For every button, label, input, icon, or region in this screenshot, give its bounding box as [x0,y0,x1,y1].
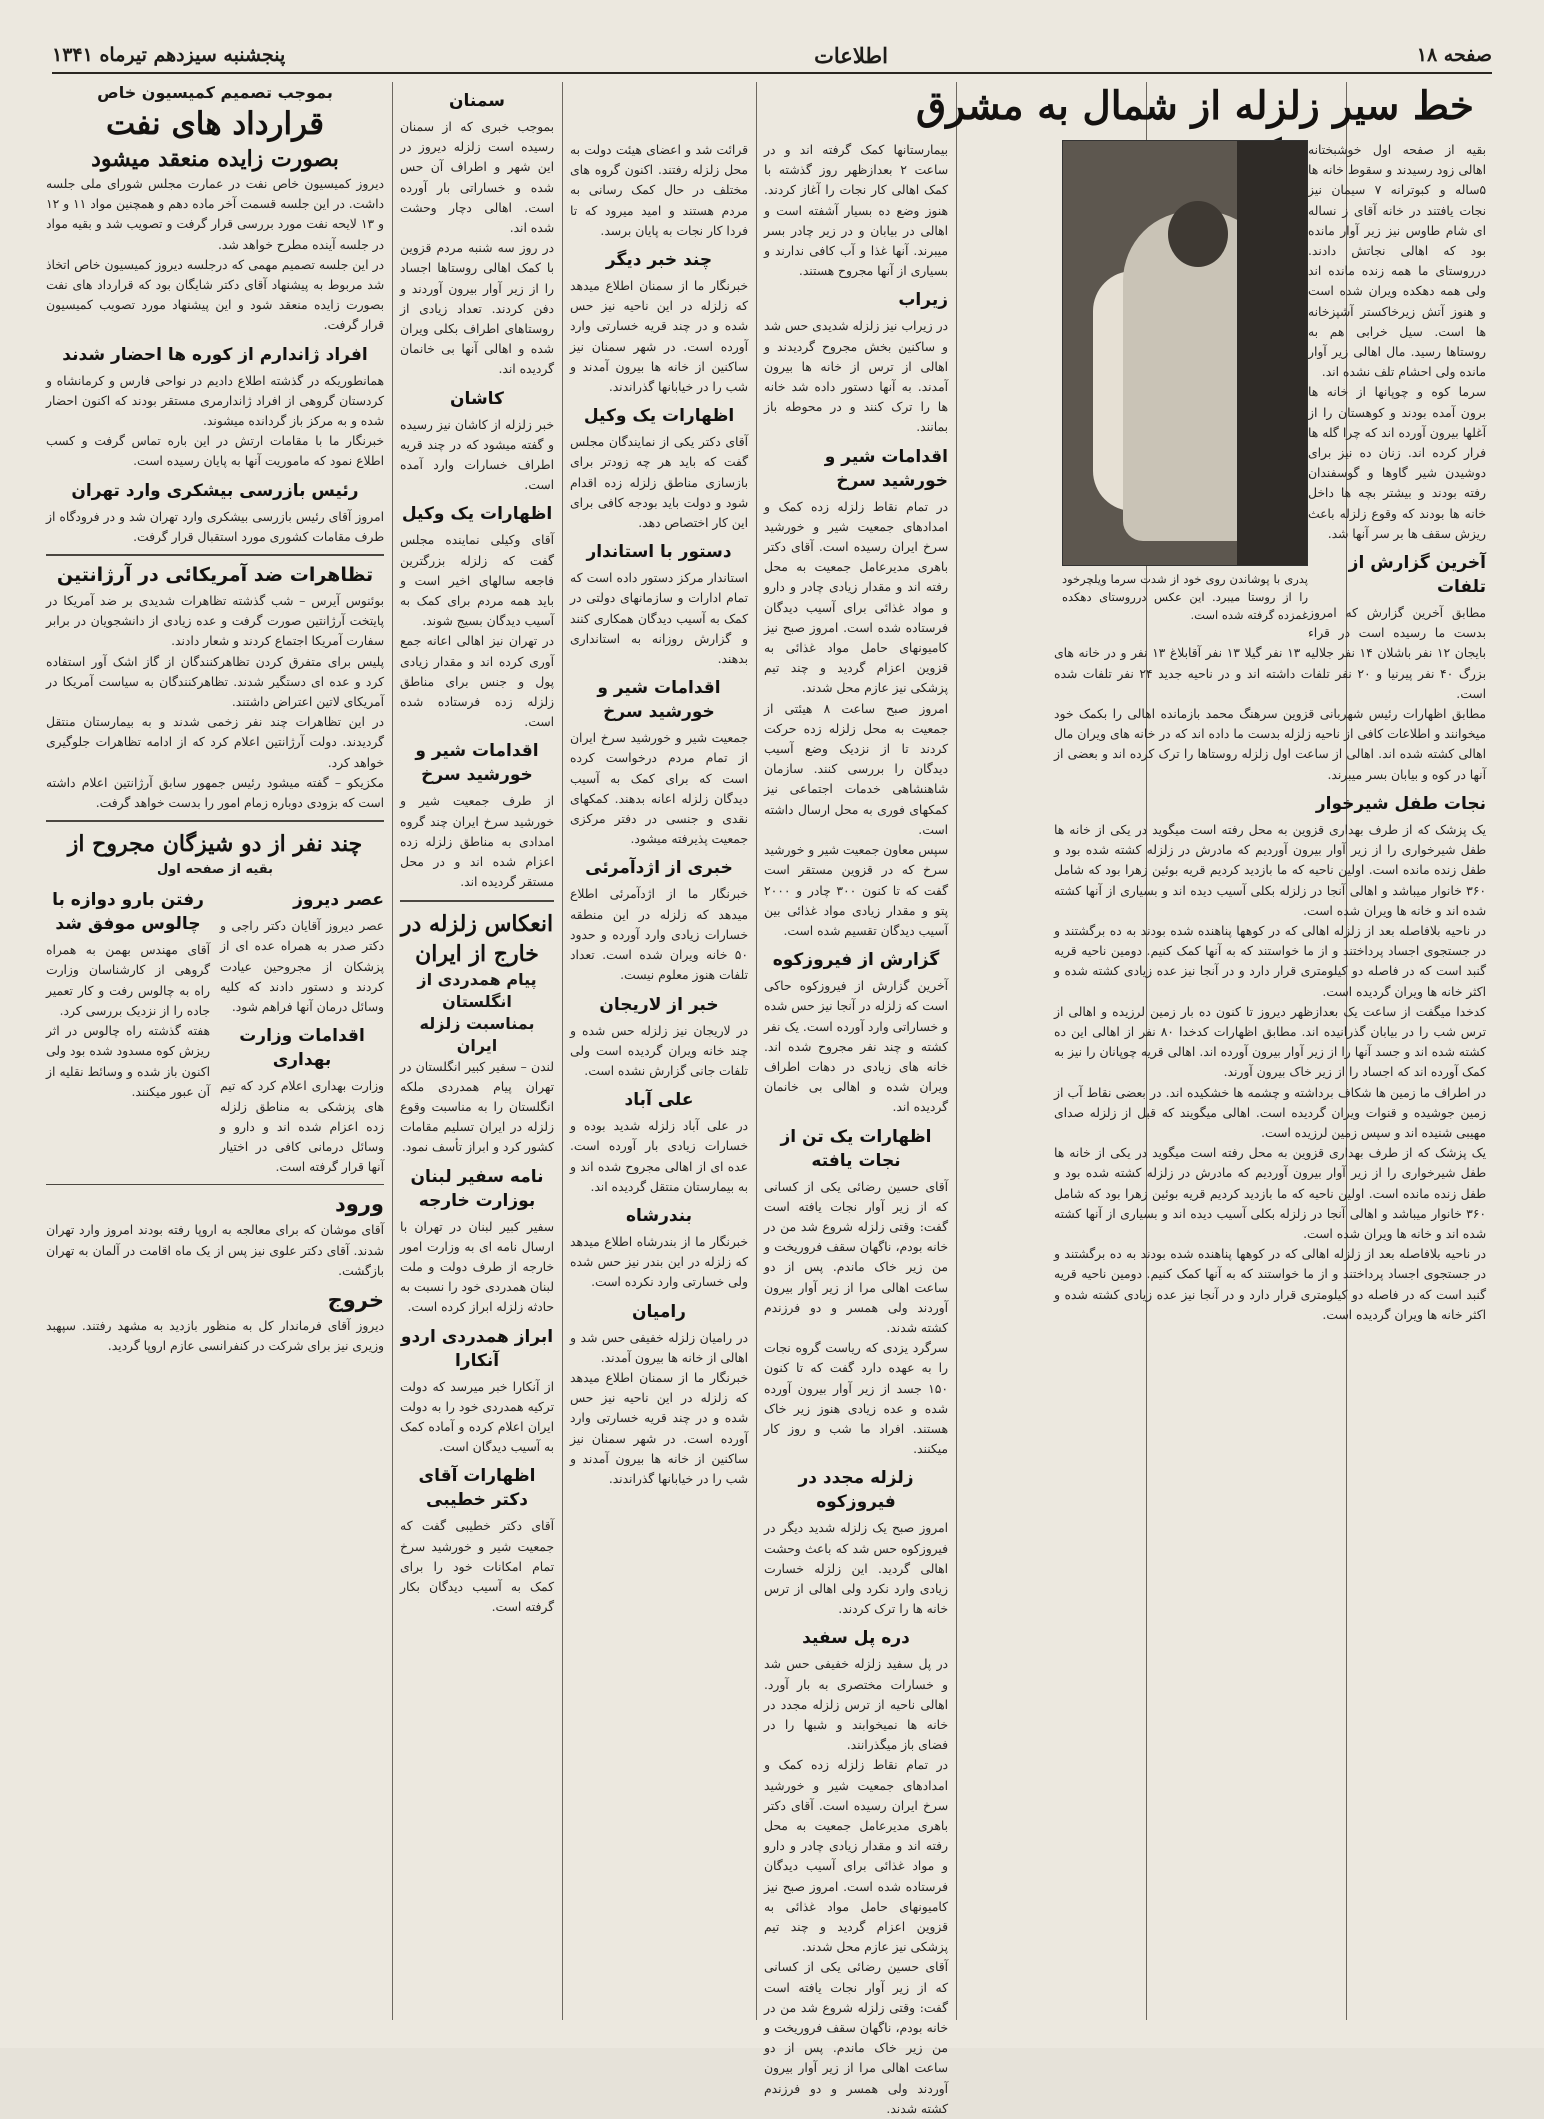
article-paragraph: بیمارستانها کمک گرفته اند و در ساعت ۲ بعدازظهر روز گذشته با کمک اهالی کار نجات را آغاز کردند. هنوز وضع ده بسیار آشفته است و اهالی در بیابان و در زیر چادر بسر میبرند. آنها غذا و آب کافی ندارند و بسیاری از آنها مجروح هستند. [764,143,948,279]
main-headline: خط سیر زلزله از شمال به مشرق [916,83,1474,129]
subheading: عصر دیروز [293,890,384,911]
subheading: خبری از اژدآمرئی [585,858,733,879]
article-paragraph: یک پزشک که از طرف بهداری قزوین به محل رفته است میگوید در یکی از خانه ها طفل شیرخواری را از زیر آوار بیرون آوردیم که مادرش در زلزله کشته شده بود و طفل زنده مانده است. اولین ناحیه که ما بازدید کردیم قریه بوئین زهرا بود که شامل ۳۶۰ خانوار میباشد و اهالی آنجا در زلزله بکلی آسیب دیده اند و بسیاری از آنها کشته شده اند و خانه ها ویران شده است. [1054,1146,1486,1241]
article-paragraph: خبرنگار ما از سمنان اطلاع میدهد که زلزله در این ناحیه نیز حس شده و در چند قریه خسارتی وارد آورده است. در شهر سمنان نیز ساکنین از خانه ها بیرون آمدند و شب را در خیابانها گذراندند. [570,1370,748,1486]
article-paragraph: استاندار مرکز دستور داده است که تمام ادارات و سازمانهای دولتی در کمک به آسیب دیدگان همکاری کنند و گزارش روزانه به استانداری بدهند. [570,571,748,667]
section-rule [46,1184,384,1185]
section-rule [46,820,384,822]
article-paragraph: در ناحیه بلافاصله بعد از زلزله اهالی که در کوهها پناهنده شده بودند به ده برگشتند و در جستجوی اجساد پرداختند و از ما خواستند که به آنها کمک کنیم. دومین ناحیه قریه گنبد است که در فاصله دو کیلومتری قرار دارد و در آنجا نیز عده زیادی کشته شده و اکثر خانه ها ویران گردیده است. [1054,1247,1486,1322]
article-paragraph: در زیراب نیز زلزله شدیدی حس شد و ساکنین بخش مجروح گردیدند و اهالی از ترس از خانه ها بیرون آمدند. به آنها دستور داده شد خانه ها را ترک کنند و در محوطه باز بمانند. [764,319,948,435]
section-rule [400,900,554,902]
subheading: خبر از لاریجان [599,994,719,1015]
article-paragraph: در ناحیه بلافاصله بعد از زلزله اهالی که در کوهها پناهنده شده بودند به ده برگشتند و در جستجوی اجساد پرداختند و از ما خواستند که به آنها کمک کنیم. دومین ناحیه قریه گنبد است که در فاصله دو کیلومتری قرار دارد و در آنجا نیز عده زیادی کشته شده و اکثر خانه ها ویران گردیده است. [1054,923,1486,999]
article-paragraph: آخرین گزارش از فیروزکوه حاکی است که زلزله در آنجا نیز حس شده و خساراتی وارد آورده است. یک نفر کشته و چند نفر مجروح شده اند. خانه های زیادی در دهات اطراف ویران شده و اهالی بی خانمان گردیده اند. [764,979,948,1115]
article-paragraph: امروز آقای رئیس بازرسی بیشکری وارد تهران شد و در فرودگاه از طرف مقامات کشوری مورد استقبال قرار گرفت. [46,509,384,544]
section-kicker: بمناسبت زلزله ایران [419,1013,535,1055]
subheading: ورود [335,1192,384,1217]
article-paragraph: بوئنوس آیرس – شب گذشته تظاهرات شدیدی بر ضد آمریکا در پایتخت آرژانتین صورت گرفت و عده زیادی از دانشجویان در برابر سفارت آمریکا اجتماع کردند و شعار دادند. [46,594,384,649]
subheading: اظهارات یک وکیل [583,406,735,427]
article-paragraph: دیروز آقای فرماندار کل به منظور بازدید به مشهد رفتند. سپهبد وزیری نیز برای شرکت در کنفرانسی عازم اروپا گردید. [46,1318,384,1354]
column-rule [392,82,393,2020]
two-column-block [46,881,384,1177]
subheading: تظاهرات ضد آمریکائی در آرژانتین [56,564,374,587]
subheading: افراد ژاندارم از کوره ها احضار شدند [62,344,368,365]
column-4 [394,82,560,2020]
folio-paper-name: اطلاعات [814,42,888,68]
subheading: دستور با استاندار [586,542,732,563]
article-paragraph: وزارت بهداری اعلام کرد که تیم های پزشکی به مناطق زلزله زده اعزام شده اند و دارو و وسائل درمانی کافی در اختیار آنها قرار گرفته است. [220,1079,384,1175]
subcolumn [220,881,384,1177]
subheading: ابراز همدردی اردو آنکارا [400,1326,554,1371]
article-paragraph: خبرنگار ما با مقامات ارتش در این باره تماس گرفت و کسب اطلاع نمود که ماموریت آنها به پایان رسیده است. [46,434,384,469]
main-headline-block [898,82,1492,136]
section-kicker: بقیه از صفحه اول [157,862,273,878]
article-paragraph: همانطوریکه در گذشته اطلاع دادیم در نواحی فارس و کرمانشاه و کردستان گروهی از افراد ژاندارمری مستقر بودند که اکنون احضار شده و به مرکز باز گردانده میشوند. [46,373,384,429]
section-subheadline: بصورت زایده منعقد میشود [91,146,339,172]
section-kicker: بموجب تصمیم کمیسیون خاص [97,83,333,102]
article-paragraph: در این تظاهرات چند نفر زخمی شدند و به بیمارستان منتقل گردیدند. دولت آرژانتین اعلام کرد که از ادامه تظاهرات جلوگیری خواهد کرد. [46,715,384,770]
article-paragraph: در تمام نقاط زلزله زده کمک و امدادهای جمعیت شیر و خورشید سرخ ایران رسیده است. آقای دکتر باهری مدیرعامل جمعیت به محل رفته اند و مقدار زیادی چادر و دارو و مواد غذائی برای آسیب دیدگان فرستاده شده است. امروز صبح نیز کامیونهای حامل مواد غذائی به قزوین اعزام گردید و چند تیم پزشکی نیز عازم محل شدند. [764,1758,948,1955]
subheading: اقدامات شیر و خورشید سرخ [597,678,721,723]
subheading: زلزله مجدد در فیروزکوه [798,1468,914,1513]
section-kicker: پیام همدردی از انگلستان [417,969,537,1011]
article-paragraph: هفته گذشته راه چالوس در اثر ریزش کوه مسدود شده بود ولی اکنون باز شده و وسائط نقلیه از آن عبور میکنند. [46,1024,210,1099]
article-paragraph: در تمام نقاط زلزله زده کمک و امدادهای جمعیت شیر و خورشید سرخ ایران رسیده است. آقای دکتر باهری مدیرعامل جمعیت به محل رفته اند و مقدار زیادی چادر و دارو و مواد غذائی برای آسیب دیدگان فرستاده شده است. امروز صبح نیز کامیونهای حامل مواد غذائی به قزوین اعزام گردید و چند تیم پزشکی نیز عازم محل شدند. [764,499,948,696]
subheading: اظهارات یک وکیل [401,504,553,525]
subheading: علی آباد [624,1090,694,1111]
subheading: کاشان [450,388,504,409]
subheading: زیراب [898,290,948,311]
column-6 [40,82,390,2020]
subheading: خروج [327,1287,384,1312]
subheading: اقدامات شیر و خورشید سرخ [824,446,948,491]
news-photo [1062,140,1308,566]
article-paragraph: در لاریجان نیز زلزله حس شده و چند خانه ویران گردیده است ولی تلفات جانی گزارش نشده است. [570,1023,748,1078]
subheading: اقدامات وزارت بهداری [239,1026,365,1071]
folio-date: پنجشنبه سیزدهم تیرماه ۱۳۴۱ [52,44,286,66]
article-paragraph: آقای حسین رضائی یکی از کسانی که از زیر آوار نجات یافته است گفت: وقتی زلزله شروع شد من در خانه بودم، ناگهان سقف فروریخت و من زیر خاک ماندم. پس از دو ساعت اهالی مرا از زیر آوار بیرون آوردند ولی همسر و دو فرزندم کشته شدند. [764,1179,948,1335]
subheading: آخرین گزارش از تلفات [1348,553,1486,598]
article-paragraph: بموجب خبری که از سمنان رسیده است زلزله دیروز در این شهر و اطراف آن حس شده و خساراتی بار آورده است. اهالی دچار وحشت شده اند. [400,120,554,236]
subheading: اظهارات آقای دکتر خطیبی [418,1466,536,1511]
article-paragraph: آقای حسین رضائی یکی از کسانی که از زیر آوار نجات یافته است گفت: وقتی زلزله شروع شد من در خانه بودم، ناگهان سقف فروریخت و من زیر خاک ماندم. پس از دو ساعت اهالی مرا از زیر آوار بیرون آوردند ولی همسر و دو فرزندم کشته شدند. [764,1960,948,2116]
article-paragraph: لندن – سفیر کبیر انگلستان در تهران پیام همدردی ملکه انگلستان را به مناسبت وقوع زلزله در ایران تسلیم مقامات کشور کرد و ابراز تأسف نمود. [400,1059,554,1155]
article-paragraph: از طرف جمعیت شیر و خورشید سرخ ایران چند گروه امدادی به مناطق زلزله زده اعزام شده اند و در محل مستقر گردیده اند. [400,794,554,890]
subheading: نجات طفل شیرخوار [1315,793,1486,814]
article-paragraph: یک پزشک که از طرف بهداری قزوین به محل رفته است میگوید در یکی از خانه ها طفل شیرخواری را از زیر آوار بیرون آوردیم که مادرش در زلزله کشته شده بود و طفل زنده مانده است. اولین ناحیه که ما بازدید کردیم قریه بوئین زهرا بود که شامل ۳۶۰ خانوار میباشد و اهالی آنجا در زلزله بکلی آسیب دیده اند و بسیاری از آنها کشته شده اند و خانه ها ویران شده است. [1054,822,1486,918]
column-rule [956,82,957,2020]
article-paragraph: در علی آباد زلزله شدید بوده و خسارات زیادی بار آورده است. عده ای از اهالی مجروح شده اند و به بیمارستان منتقل گردیده اند. [570,1119,748,1194]
article-paragraph: امروز صبح یک زلزله شدید دیگر در فیروزکوه حس شد که باعث وحشت اهالی گردید. این زلزله خسارت زیادی وارد نکرد ولی اهالی از ترس خانه ها را ترک کردند. [764,1521,948,1617]
article-paragraph: در اطراف ما زمین ها شکاف برداشته و چشمه ها خشکیده اند. در بعضی نقاط آب از زمین جوشیده و قنوات ویران گردیده است. اهالی میگویند که قبل از زلزله صدای مهیبی شنیده اند و سپس زمین لرزیده است. [1054,1085,1486,1140]
subheading: اظهارات یک تن از نجات یافته [780,1126,932,1171]
subheading: چند خبر دیگر [605,250,713,271]
article-paragraph: سفیر کبیر لبنان در تهران با ارسال نامه ای به وزارت امور خارجه از طرف دولت و ملت لبنان همدردی خود را نسبت به حادثه زلزله ابراز کرده است. [400,1219,554,1315]
photo-block [1062,140,1308,624]
article-paragraph: آقای دکتر یکی از نمایندگان مجلس گفت که باید هر چه زودتر برای بازسازی مناطق زلزله زده اقدام شود و دولت باید بودجه کافی برای این کار اختصاص دهد. [570,435,748,531]
article-paragraph: امروز صبح ساعت ۸ هیئتی از جمعیت به محل زلزله زده حرکت کردند تا از نزدیک وضع آسیب دیدگان را بررسی کنند. سازمان شاهنشاهی خدمات اجتماعی نیز کمکهای فوری به محل ارسال داشته است. [764,701,948,837]
article-paragraph: خبرنگار ما از سمنان اطلاع میدهد که زلزله در این ناحیه نیز حس شده و در چند قریه خسارتی وارد آورده است. در شهر سمنان نیز ساکنین از خانه ها بیرون آمدند و شب را در خیابانها گذراندند. [570,279,748,395]
article-paragraph: مکزیکو – گفته میشود رئیس جمهور سابق آرژانتین اعلام داشته است که بزودی دوباره زمام امور را بدست خواهد گرفت. [46,775,384,811]
subheading: رامیان [632,1301,686,1322]
subheading: سمنان [449,91,505,111]
article-paragraph: خبرنگار ما از اژدآمرئی اطلاع میدهد که زلزله در این منطقه خسارات زیادی وارد آورده و حدود ۵۰ خانه ویران شده است. تعداد تلفات هنوز معلوم نیست. [570,887,748,983]
subheading: بندرشاه [625,1205,693,1226]
section-headline: انعکاس زلزله در خارج از ایران [400,910,554,967]
subheading: رفتن بارو دوازه با چالوس موفق شد [52,890,204,935]
subheading: نامه سفیر لبنان بوزارت خارجه [410,1166,544,1211]
article-paragraph: عصر دیروز آقایان دکتر راجی و دکتر صدر به همراه عده ای از پزشکان از مجروحین عیادت کردند و دستور دادند که کلیه وسائل درمان آنها فراهم شود. [220,919,384,1015]
article-paragraph: آقای مهندس بهمن به همراه گروهی از کارشناسان وزارت راه به چالوس رفت و کار تعمیر جاده را از نزدیک بررسی کرد. [46,943,210,1018]
article-paragraph: آقای دکتر خطیبی گفت که جمعیت شیر و خورشید سرخ تمام امکانات خود را برای کمک به آسیب دیدگان بکار گرفته است. [400,1519,554,1615]
column-1 [1048,140,1492,2020]
section-headline: چند نفر از دو شیزگان مجروح از [67,831,363,858]
subheading: رئیس بازرسی بیشکری وارد تهران [71,480,359,501]
folio-line [52,38,1492,74]
column-3 [564,140,754,2020]
article-paragraph: در رامیان زلزله خفیفی حس شد و اهالی از خانه ها بیرون آمدند. [570,1330,748,1365]
article-paragraph: در این جلسه تصمیم مهمی که درجلسه دیروز کمیسیون خاص اتخاذ شد مربوط به پیشنهاد آقای دکتر شایگان بود که قرارداد های نفت بصورت زایده منعقد شود و این پیشنهاد مورد تصویب کمیسیون قرار گرفت. [46,257,384,333]
subheading: دره پل سفید [802,1628,910,1649]
article-paragraph: سرما کوه و چوپانها از خانه ها برون آمده بودند و کوهستان را از آغلها بیرون آورده اند که چرا گله ها فرار کرده اند. زنان ده نیز برای دوشیدن شیر گاوها و گوسفندان رفته بودند و بیشتر بچه ها داخل خانه ها بودند که وقوع زلزله باعث ریزش سقف ها بر سر آنها شد. [1308,385,1486,541]
article-paragraph: خبر زلزله از کاشان نیز رسیده و گفته میشود که در چند قریه اطراف خسارات وارد آمده است. [400,417,554,493]
subcolumn [46,881,210,1177]
subheading: اقدامات شیر و خورشید سرخ [415,741,539,786]
article-paragraph: کدخدا میگفت از ساعت یک بعدازظهر دیروز تا کنون ده بار زمین لرزیده و اهالی از ترس شب را در بیابان گذرانیده اند. مطابق اظهارات کدخدا ۸۰ نفر از اهالی این ده کشته شده اند و جسد آنها را از زیر آوار بیرون آورده اند. اهالی قریه چوپانان را نیز به کمک آورده اند که اجساد را از زیر خاک بیرون آورند. [1054,1004,1486,1080]
article-paragraph: سرگرد یزدی که ریاست گروه نجات را به عهده دارد گفت که تا کنون ۱۵۰ جسد از زیر آوار بیرون آورده شده و عده زیادی هنوز زیر خاک هستند. افراد ما شب و روز کار میکنند. [764,1341,948,1457]
article-paragraph: در تهران نیز اهالی اعانه جمع آوری کرده اند و مقدار زیادی پول و جنس برای مناطق زلزله زده فرستاده شده است. [400,634,554,730]
article-paragraph: مطابق آخرین گزارش که امروز بدست ما رسیده است در قراء بایجان ۱۲ نفر باشلان ۱۴ نفر جلالیه ۱۳ نفر گیلا ۱۳ نفر آقابلاغ ۱۳ نفر و در خانه های بزرگ ۴۰ نفر پیرنیا و ۲۰ نفر تلفات داشته اند و در ناحیه جدید ۲۴ نفر تلفات شده است. [1054,606,1487,701]
article-paragraph: در پل سفید زلزله خفیفی حس شد و خسارات مختصری به بار آورد. اهالی ناحیه از ترس زلزله مجدد در خانه ها نمیخوابند و شبها را در فضای باز میگذرانند. [764,1657,948,1753]
article-paragraph: آقای موشان که برای معالجه به اروپا رفته بودند امروز وارد تهران شدند. آقای دکتر علوی نیز پس از یک ماه اقامت در آلمان به تهران بازگشت. [46,1223,384,1278]
photo-caption: پدری با پوشاندن روی خود از شدت سرما ویلچرخود را از روستا میبرد. این عکس درروستای دهکده غمزده گرفته شده است. [1062,572,1308,622]
article-paragraph: آقای وکیلی نماینده مجلس گفت که زلزله بزرگترین فاجعه سالهای اخیر است و باید همه مردم برای کمک به آسیب دیدگان بسیج شوند. [400,533,554,629]
article-paragraph: دیروز کمیسیون خاص نفت در عمارت مجلس شورای ملی جلسه داشت. در این جلسه قسمت آخر ماده دهم و همچنین مواد ۱۱ و ۱۲ و ۱۳ لایحه نفت مورد بررسی قرار گرفت و تصویب شد و بقیه مواد در جلسه آینده مطرح خواهد شد. [46,177,384,252]
column-rule [756,82,757,2020]
column-5 [1,1,2,2]
article-paragraph: از آنکارا خبر میرسد که دولت ترکیه همدردی خود را به دولت ایران اعلام کرده و آماده کمک به آسیب دیدگان است. [400,1379,554,1455]
folio-page: صفحه ۱۸ [1416,44,1492,66]
article-paragraph: خبرنگار ما از بندرشاه اطلاع میدهد که زلزله در این بندر نیز حس شده ولی خسارتی وارد نکرده است. [570,1234,748,1290]
article-paragraph: بقیه از صفحه اول خوشبختانه اهالی زود رسیدند و سقوط خانه ها ۵ساله و کبوترانه ۷ سیمان نیز نجات یافتند در خانه آقای ز نساله ای شام طاوس نیز زیر آوار مانده بود که اهالی نجاتش دادند. درروستای ما همه زنده مانده اند ولی همه دهکده ویران شده است و هنوز آتش زیرخاکستر آشپزخانه ها است. سیل خرابی هم به روستاها رسید. مال اهالی زیر آوار مانده ولی احشام تلف نشده اند. [1308,143,1486,380]
subheading: گزارش از فیروزکوه [772,950,940,971]
article-paragraph: قرائت شد و اعضای هیئت دولت به محل زلزله رفتند. اکنون گروه های مختلف در حال کمک رسانی به مردم هستند و امید میرود که تا فردا کار نجات به پایان برسد. [570,143,748,238]
article-paragraph: مطابق اظهارات رئیس شهربانی قزوین سرهنگ محمد بازمانده اهالی را بکمک خود میخوانند و اطلاعات کافی از ناحیه زلزله بدست ما داده اند که در خانه های ویران مال اهالی کشته شده اند. اهالی از ساعت اول زلزله روستاها را ترک کرده اند و بعضی از آنها در کوه و بیابان بسر میبرند. [1054,707,1486,782]
article-paragraph: سپس معاون جمعیت شیر و خورشید سرخ که در قزوین مستقر است گفت که تا کنون ۳۰۰ چادر و ۲۰۰۰ پتو و مقدار زیادی مواد غذائی بین آسیب دیدگان تقسیم شده است. [764,843,948,938]
section-headline: قرارداد های نفت [105,106,325,142]
column-2 [758,140,954,2116]
article-paragraph [1,1,2,2]
article-paragraph: پلیس برای متفرق کردن تظاهرکنندگان از گاز اشک آور استفاده کرد و عده ای دستگیر شدند. تظاهرکنندگان به سیاست آمریکا در آمریکای لاتین اعتراض داشتند. [46,654,384,710]
column-rule [562,82,563,2020]
section-rule [46,554,384,556]
article-paragraph: در روز سه شنبه مردم قزوین با کمک اهالی روستاها اجساد را از زیر آوار بیرون آوردند و دفن کردند. تعداد زیادی از روستاهای اطراف بکلی ویران شده و اهالی آنها بی خانمان گردیده اند. [400,241,554,377]
article-paragraph: جمعیت شیر و خورشید سرخ ایران از تمام مردم درخواست کرده است که برای کمک به آسیب دیدگان زلزله اعانه بدهند. کمکهای نقدی و جنسی در دفتر مرکزی جمعیت پذیرفته میشود. [570,731,748,847]
